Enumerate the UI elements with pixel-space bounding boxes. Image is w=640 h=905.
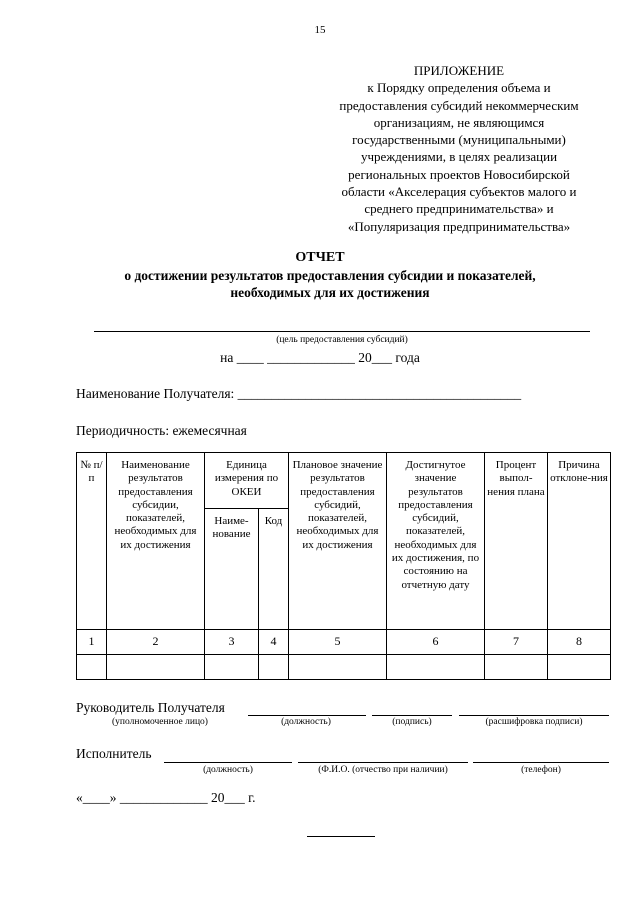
head-caption-position: (должность)	[281, 717, 331, 727]
table-cell[interactable]	[289, 655, 387, 680]
end-separator-line	[307, 836, 375, 837]
head-caption-signature: (подпись)	[392, 717, 432, 727]
executor-fio-line[interactable]	[298, 762, 468, 763]
header-name: Наименование результатов предоставления субсидии, показателей, необходимых для их достижения	[107, 453, 205, 630]
head-decode-line[interactable]	[459, 715, 609, 716]
report-title: ОТЧЕТ	[295, 250, 345, 265]
recipient-name-field[interactable]: Наименование Получателя: __________________________________________	[76, 386, 522, 401]
header-unit: Единица измерения по ОКЕИ	[205, 453, 289, 509]
annex-line: предоставления субсидий некоммерческим	[339, 97, 579, 113]
executor-caption-fio: (Ф.И.О. (отчество при наличии)	[318, 765, 448, 775]
header-reason: Причина отклоне-ния	[548, 453, 611, 630]
header-planned: Плановое значение результатов предоставления субсидий, показателей, необходимых для их достижения	[289, 453, 387, 630]
table-cell[interactable]	[548, 655, 611, 680]
annex-line: среднего предпринимательства» и	[364, 201, 554, 217]
report-subtitle	[90, 267, 570, 301]
annex-line: организациям, не являющимся	[373, 114, 545, 130]
annex-line: области «Акселерация субъектов малого и	[341, 184, 577, 200]
table-cell[interactable]	[485, 655, 548, 680]
annex-line: государственными (муниципальными)	[352, 132, 566, 148]
table-cell[interactable]	[205, 655, 259, 680]
executor-phone-line[interactable]	[473, 762, 609, 763]
signature-date-line[interactable]: «____» _____________ 20___ г.	[76, 790, 256, 805]
head-caption-authorized: (уполномоченное лицо)	[112, 717, 208, 727]
header-num: № п/п	[77, 453, 107, 630]
header-percent: Процент выпол-нения плана	[485, 453, 548, 630]
table-cell[interactable]	[77, 655, 107, 680]
head-signature-line[interactable]	[372, 715, 452, 716]
annex-line: «Популяризация предпринимательства»	[347, 218, 571, 234]
goal-caption: (цель предоставления субсидий)	[276, 335, 408, 345]
head-position-line[interactable]	[248, 715, 366, 716]
annex-line: к Порядку определения объема и	[367, 80, 551, 96]
executor-caption-position: (должность)	[203, 765, 253, 775]
report-subtitle-line: о достижении результатов предоставления субсидии и показателей,	[124, 268, 536, 283]
header-unit-code: Код	[259, 509, 289, 630]
table-cell[interactable]	[259, 655, 289, 680]
column-number: 5	[289, 630, 387, 655]
table-cell[interactable]	[107, 655, 205, 680]
periodicity-field: Периодичность: ежемесячная	[76, 423, 247, 438]
report-table	[76, 452, 611, 680]
annex-line: региональных проектов Новосибирской	[348, 166, 570, 182]
head-caption-decode: (расшифровка подписи)	[485, 717, 583, 727]
column-number: 8	[548, 630, 611, 655]
annex-title: ПРИЛОЖЕНИЕ	[413, 63, 505, 78]
table-cell[interactable]	[387, 655, 485, 680]
page-number: 15	[314, 24, 326, 36]
executor-label: Исполнитель	[76, 746, 152, 761]
head-label: Руководитель Получателя	[76, 700, 225, 715]
column-number: 7	[485, 630, 548, 655]
column-number: 4	[259, 630, 289, 655]
header-unit-name: Наиме-нование	[205, 509, 259, 630]
goal-blank-line[interactable]	[94, 331, 590, 332]
column-number: 3	[205, 630, 259, 655]
report-date-line[interactable]: на ____ _____________ 20___ года	[220, 350, 420, 365]
report-subtitle-line: необходимых для их достижения	[230, 285, 430, 300]
executor-position-line[interactable]	[164, 762, 292, 763]
column-number: 1	[77, 630, 107, 655]
annex-line: учреждениями, в целях реализации	[360, 149, 558, 165]
column-number: 2	[107, 630, 205, 655]
header-achieved: Достигнутое значение результатов предоставления субсидий, показателей, необходимых для их достижения, по состоянию на отчетную дату	[387, 453, 485, 630]
annex-block	[318, 62, 600, 235]
executor-caption-phone: (телефон)	[521, 765, 561, 775]
column-number: 6	[387, 630, 485, 655]
